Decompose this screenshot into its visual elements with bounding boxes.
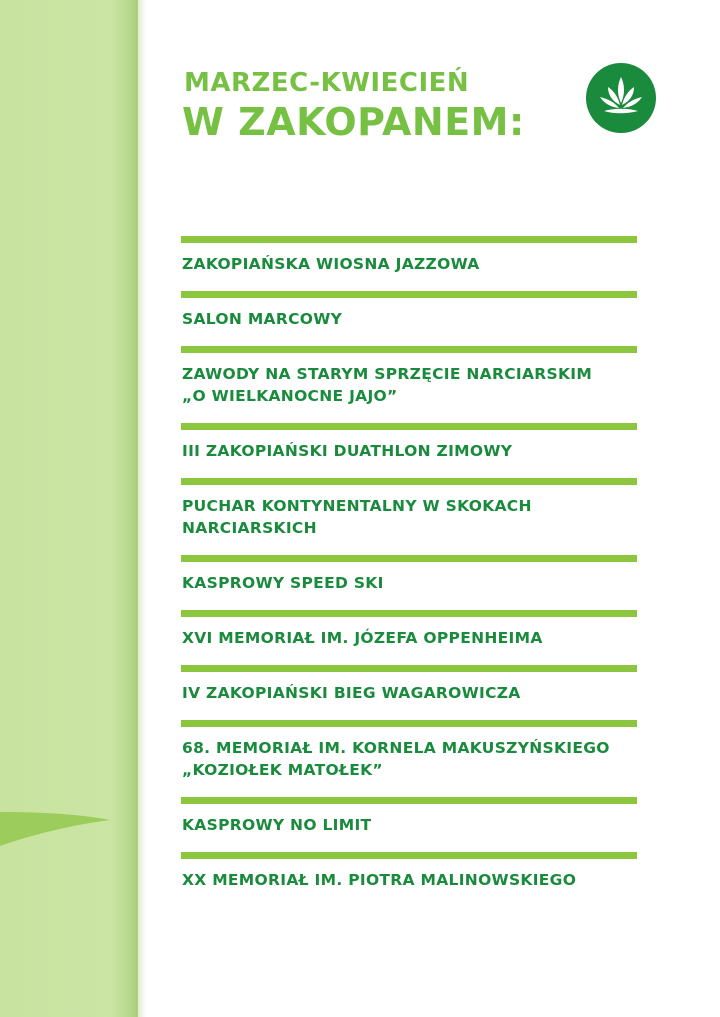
- event-title: [181, 353, 637, 423]
- event-item: [181, 610, 637, 665]
- event-item: [181, 291, 637, 346]
- divider-rule: [181, 236, 637, 243]
- event-title: [181, 672, 637, 720]
- event-title-line: KASPROWY NO LIMIT: [182, 816, 372, 834]
- event-title-line: XX MEMORIAŁ IM. PIOTRA MALINOWSKIEGO: [182, 871, 577, 889]
- event-title: [181, 562, 637, 610]
- side-band: [0, 0, 138, 1017]
- divider-rule: [181, 665, 637, 672]
- divider-rule: [181, 291, 637, 298]
- event-title-line-2: NARCIARSKICH: [182, 519, 317, 537]
- divider-rule: [181, 423, 637, 430]
- divider-rule: [181, 346, 637, 353]
- event-title: [181, 485, 637, 555]
- title-line-2: W ZAKOPANEM:: [182, 100, 525, 144]
- side-band-shadow: [138, 0, 146, 1017]
- event-item: [181, 555, 637, 610]
- event-title: [181, 859, 637, 907]
- event-title-line: KASPROWY SPEED SKI: [182, 574, 384, 592]
- event-title: [181, 243, 637, 291]
- divider-rule: [181, 852, 637, 859]
- event-item: [181, 797, 637, 852]
- event-item: [181, 236, 637, 291]
- event-title: [181, 617, 637, 665]
- event-item: [181, 852, 637, 907]
- event-title-line: IV ZAKOPIAŃSKI BIEG WAGAROWICZA: [182, 684, 521, 702]
- event-title: [181, 430, 637, 478]
- event-title: [181, 298, 637, 346]
- event-title-line: PUCHAR KONTYNENTALNY W SKOKACH: [182, 497, 532, 515]
- event-title: [181, 804, 637, 852]
- divider-rule: [181, 555, 637, 562]
- event-title-line: ZAKOPIAŃSKA WIOSNA JAZZOWA: [182, 255, 480, 273]
- event-item: [181, 423, 637, 478]
- grass-blade-decoration: [0, 800, 120, 850]
- leaf-emblem-icon: [586, 63, 656, 133]
- event-item: [181, 720, 637, 797]
- event-title-line: III ZAKOPIAŃSKI DUATHLON ZIMOWY: [182, 442, 513, 460]
- event-item: [181, 346, 637, 423]
- divider-rule: [181, 478, 637, 485]
- event-title-line: SALON MARCOWY: [182, 310, 343, 328]
- event-title-line: 68. MEMORIAŁ IM. KORNELA MAKUSZYŃSKIEGO: [182, 739, 610, 757]
- event-item: [181, 478, 637, 555]
- event-title-line-2: „KOZIOŁEK MATOŁEK”: [182, 761, 383, 779]
- event-title-line: XVI MEMORIAŁ IM. JÓZEFA OPPENHEIMA: [182, 629, 543, 647]
- event-item: [181, 665, 637, 720]
- divider-rule: [181, 610, 637, 617]
- title-line-1: MARZEC-KWIECIEŃ: [184, 68, 470, 98]
- event-title-line: ZAWODY NA STARYM SPRZĘCIE NARCIARSKIM: [182, 365, 593, 383]
- event-title: [181, 727, 637, 797]
- divider-rule: [181, 797, 637, 804]
- event-title-line-2: „O WIELKANOCNE JAJO”: [182, 387, 398, 405]
- event-list: [181, 236, 637, 907]
- divider-rule: [181, 720, 637, 727]
